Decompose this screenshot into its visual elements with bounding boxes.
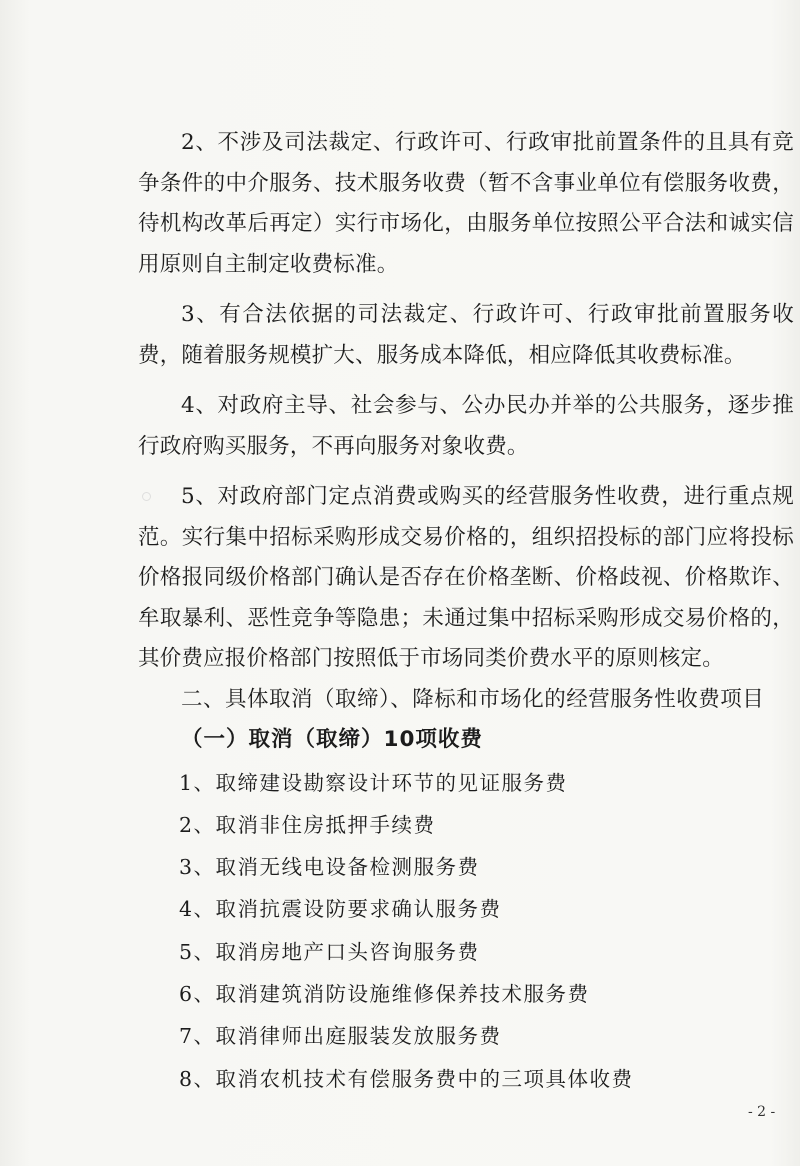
list-item: 7、取消律师出庭服装发放服务费 — [179, 1024, 502, 1049]
list-item: 8、取消农机技术有偿服务费中的三项具体收费 — [179, 1066, 634, 1091]
subsection-heading: （一）取消（取缔）10项收费 — [181, 726, 483, 752]
list-item: 1、取缔建设勘察设计环节的见证服务费 — [179, 770, 568, 795]
list-item: 4、取消抗震设防要求确认服务费 — [179, 897, 502, 922]
list-item: 3、取消无线电设备检测服务费 — [179, 855, 480, 880]
document-body — [138, 123, 794, 1100]
cancelled-fee-list — [138, 762, 794, 1100]
scan-speck — [142, 492, 151, 501]
list-item: 2、取消非住房抵押手续费 — [179, 812, 436, 837]
section-heading: 二、具体取消（取缔）、降标和市场化的经营服务性收费项目 — [181, 686, 765, 712]
paragraph-4: 4、对政府主导、社会参与、公办民办并举的公共服务，逐步推行政府购买服务，不再向服务对象收费。 — [138, 393, 794, 459]
paragraph-3: 3、有合法依据的司法裁定、行政许可、行政审批前置服务收费，随着服务规模扩大、服务成本降低，相应降低其收费标准。 — [138, 302, 794, 368]
paragraph-2: 2、不涉及司法裁定、行政许可、行政审批前置条件的且具有竞争条件的中介服务、技术服务收费（暂不含事业单位有偿服务收费，待机构改革后再定）实行市场化，由服务单位按照公平合法和诚实信用原则自主制定收费标准。 — [138, 130, 794, 277]
page-number: - 2 - — [748, 1104, 776, 1120]
list-item: 6、取消建筑消防设施维修保养技术服务费 — [179, 981, 590, 1006]
paragraph-5: 5、对政府部门定点消费或购买的经营服务性收费，进行重点规范。实行集中招标采购形成交易价格的，组织招投标的部门应将投标价格报同级价格部门确认是否存在价格垄断、价格歧视、价格欺诈、牟取暴利、恶性竞争等隐患；未通过集中招标采购形成交易价格的，其价费应报价格部门按照低于市场同类价费水平的原则核定。 — [138, 484, 794, 671]
list-item: 5、取消房地产口头咨询服务费 — [179, 939, 480, 964]
